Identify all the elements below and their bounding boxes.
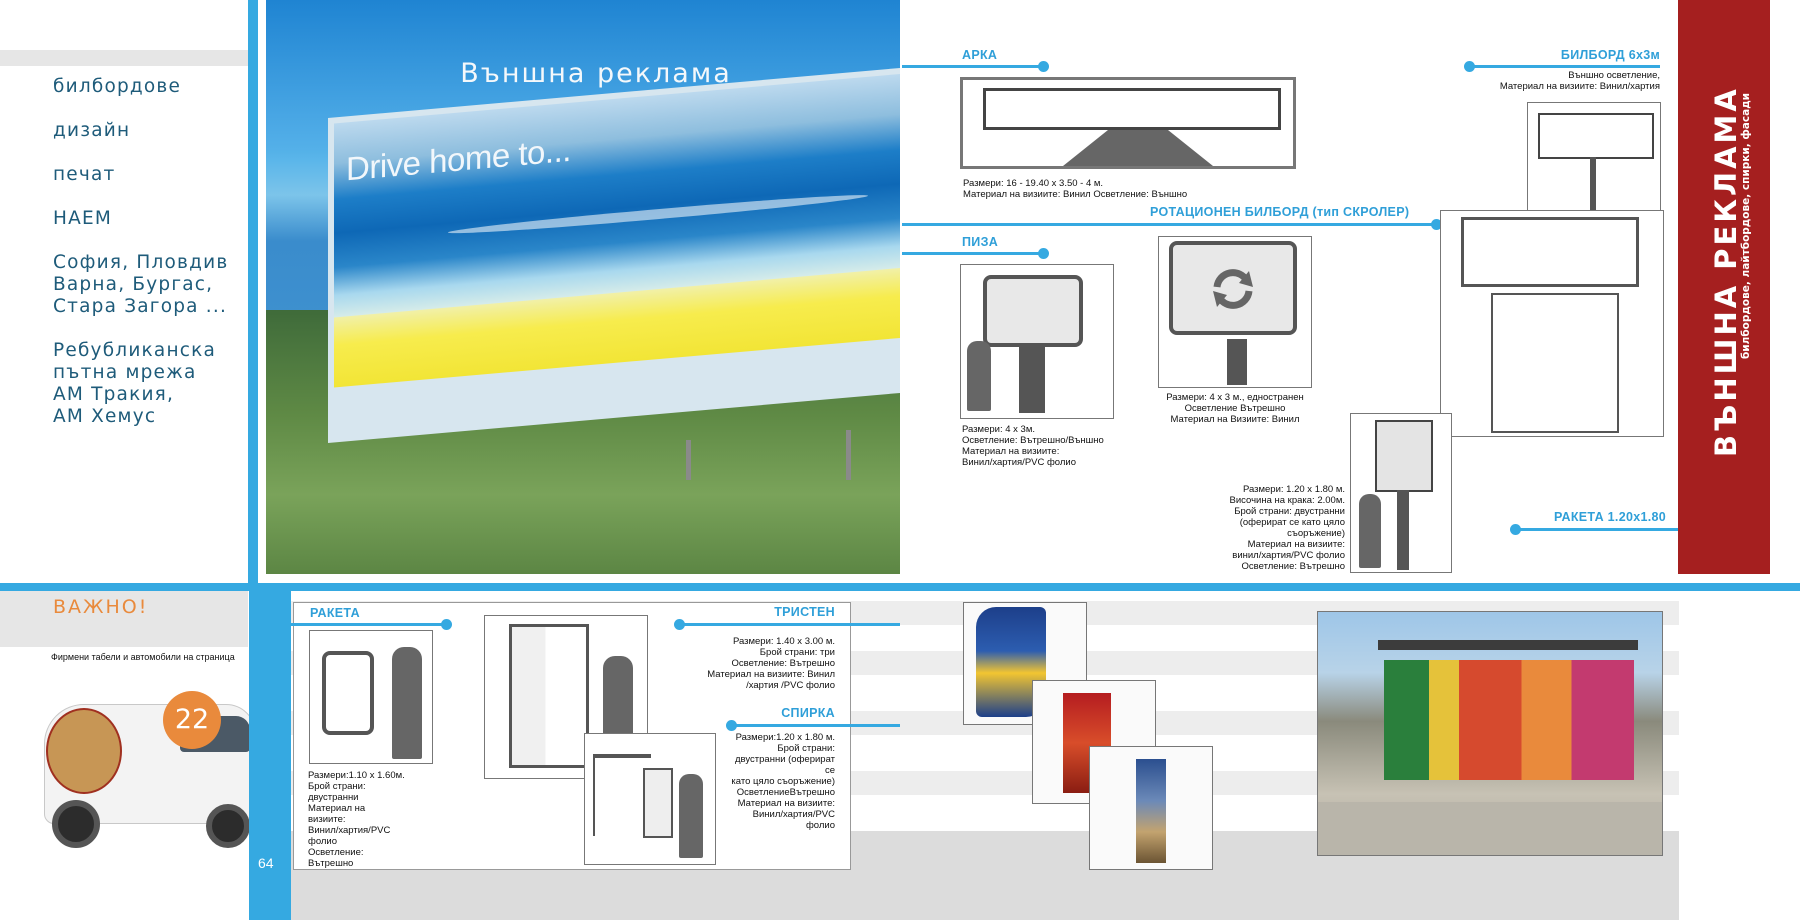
facade-diagram	[1440, 210, 1664, 437]
bus-stop-photo	[1317, 611, 1663, 856]
raketa-big-leader-dot	[1510, 524, 1521, 535]
facade-top-board	[1461, 217, 1639, 287]
piza-leader-dot	[1038, 248, 1049, 259]
shelter-roof	[1378, 640, 1638, 650]
horizontal-divider	[0, 583, 1800, 591]
person-silhouette-icon	[392, 647, 422, 759]
menu-item-cities: София, Пловдив Варна, Бургас, Стара Загора ...	[53, 252, 229, 317]
raketa-big-label: РАКЕТА 1.20х1.80	[1554, 510, 1666, 524]
piza-diagram	[960, 264, 1114, 419]
menu-item-rent: НАЕМ	[53, 208, 113, 229]
van-logo	[46, 708, 122, 794]
piza-description: Размери: 4 х 3м. Осветление: Вътрешно/Външно Материал на визиите: Винил/хартия/PVC фолио	[962, 424, 1104, 468]
rotational-label: РОТАЦИОНЕН БИЛБОРД (тип СКРОЛЕР)	[1150, 205, 1410, 219]
banner-photo-3	[1089, 746, 1213, 870]
rotational-description: Размери: 4 х 3 м., едностранен Осветление Вътрешно Материал на Визиите: Винил	[1166, 392, 1304, 425]
tristen-description: Размери: 1.40 х 3.00 м. Брой страни: три Осветление: Вътрешно Материал на визиите: Винил /хартия /PVC фолио	[707, 636, 835, 691]
important-note: Фирмени табели и автомобили на страница	[51, 652, 235, 662]
refresh-icon	[1209, 265, 1257, 313]
raketa-board	[322, 651, 374, 735]
facade-building	[1491, 293, 1619, 433]
tristen-leader-dot	[674, 619, 685, 630]
vertical-banner-subtitle: билбордове, лайтбордове, спирки, фасади	[1740, 92, 1752, 360]
arka-description: Размери: 16 - 19.40 x 3.50 - 4 м. Материал на визиите: Винил Осветление: Външно	[963, 178, 1188, 200]
raketa-big-diagram	[1350, 413, 1452, 573]
delivery-van	[30, 686, 255, 861]
raketa-leader-dot	[441, 619, 452, 630]
piza-leader-line	[902, 252, 1042, 255]
piza-board	[983, 275, 1083, 347]
person-silhouette-icon	[1359, 494, 1381, 568]
rotational-leader-line	[902, 223, 1442, 226]
raketa-label: РАКЕТА	[310, 606, 360, 620]
piza-label: ПИЗА	[962, 235, 999, 249]
billboard6x3-board	[1538, 113, 1654, 159]
arka-road	[1063, 130, 1213, 166]
raketa-big-board	[1375, 420, 1433, 492]
spirka-label: СПИРКА	[781, 706, 835, 720]
billboard-board	[328, 67, 900, 443]
raketa-diagram	[309, 630, 433, 764]
hero-title: Външна реклама	[460, 58, 732, 89]
menu-item-print: печат	[53, 164, 116, 185]
billboard6x3-label: БИЛБОРД 6х3м	[1560, 48, 1660, 62]
raketa-big-leader-line	[1514, 528, 1678, 531]
van-wheel-rear	[206, 804, 250, 848]
spirka-panel	[643, 768, 673, 838]
raketa-description: Размери:1.10 х 1.60м. Брой страни: двустранни Материал на визиите: Винил/хартия/PVC фолио Осветление: Вътрешно	[308, 770, 405, 869]
tristen-label: ТРИСТЕН	[774, 605, 835, 619]
menu-item-design: дизайн	[53, 120, 131, 141]
rotational-diagram	[1158, 236, 1312, 388]
shelter-pavement	[1318, 802, 1662, 855]
left-menu	[53, 76, 243, 428]
spirka-leader-line	[732, 724, 900, 727]
billboard6x3-description: Външно осветление, Материал на визиите: Винил/хартия	[1499, 70, 1660, 92]
menu-item-road-network: Ребубликанска пътна мрежа АМ Тракия, АМ Хемус	[53, 340, 217, 427]
spirka-description: Размери:1.20 х 1.80 м. Брой страни: двустранни (оферират се като цяло съоръжение) ОсветлениеВътрешно Материал на визиите: Винил/хартия/PVC фолио	[731, 732, 835, 831]
page-number-left: 64	[258, 855, 274, 871]
piza-pole	[1019, 345, 1045, 413]
raketa-leader-line	[291, 623, 447, 626]
left-vertical-divider	[248, 0, 258, 590]
vertical-banner-title: ВЪНШНА РЕКЛАМА	[1709, 86, 1743, 457]
arka-label: АРКА	[962, 48, 998, 62]
raketa-big-description: Размери: 1.20 х 1.80 м. Височина на крака: 2.00м. Брой страни: двустранни (оферират се като цяло съоръжение) Материал на визиите: винил/хартия/PVC фолио Осветление: Вътрешно	[1229, 484, 1345, 572]
person-silhouette-icon	[967, 341, 991, 411]
page-badge-number: 22	[174, 704, 210, 735]
van-wheel-front	[52, 800, 100, 848]
billboard-leg-left	[686, 440, 691, 480]
vertical-banner	[1678, 0, 1770, 574]
hero-photo	[266, 0, 900, 574]
rollup-banner	[1136, 759, 1166, 863]
arka-leader-line	[902, 65, 1042, 68]
arka-leader-dot	[1038, 61, 1049, 72]
billboard-slogan: Drive home to...	[346, 130, 571, 188]
shelter-poster	[1384, 660, 1634, 780]
arka-board	[983, 88, 1281, 130]
left-top-gray-bar	[0, 50, 248, 66]
tristen-prism	[509, 624, 589, 768]
menu-item-billboards: билбордове	[53, 76, 182, 97]
important-label: ВАЖНО!	[53, 596, 149, 618]
rotational-pole	[1227, 339, 1247, 385]
arka-diagram	[960, 77, 1296, 169]
billboard6x3-leader-line	[1471, 65, 1660, 68]
spirka-leader-dot	[726, 720, 737, 731]
tristen-leader-line	[680, 623, 900, 626]
billboard-leg-right	[846, 430, 851, 480]
raketa-big-pole	[1397, 490, 1409, 570]
page-number-right: 65	[1725, 855, 1741, 871]
